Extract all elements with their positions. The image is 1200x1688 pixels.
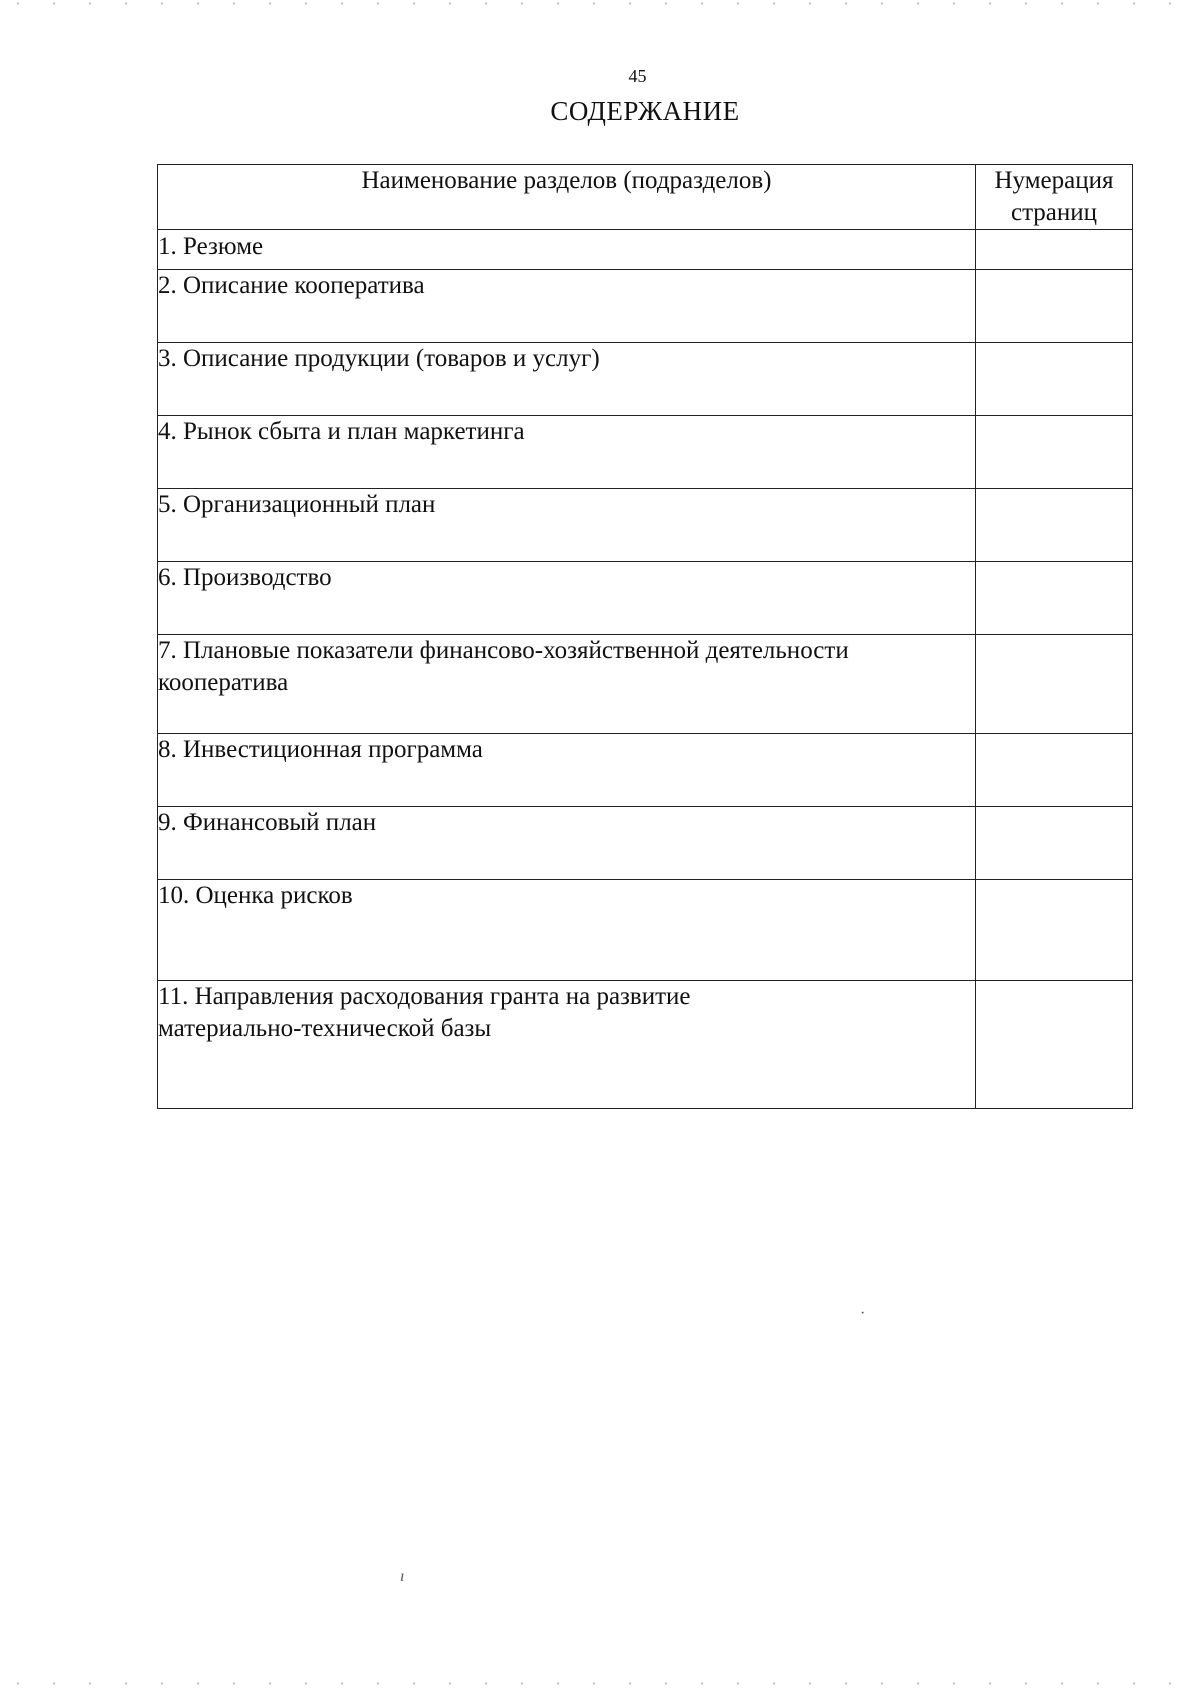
page-number-cell [976, 981, 1133, 1109]
section-name-cell: 4. Рынок сбыта и план маркетинга [158, 416, 976, 489]
section-name-cell: 1. Резюме [158, 230, 976, 270]
table-row [158, 635, 1133, 734]
page-number: 45 [628, 66, 647, 86]
section-name-cell: 6. Производство [158, 562, 976, 635]
table-row [158, 734, 1133, 807]
section-name-cell: 3. Описание продукции (товаров и услуг) [158, 343, 976, 416]
scan-speck: ı [400, 1568, 405, 1585]
table-row [158, 880, 1133, 981]
table-header-row [158, 165, 1133, 230]
page-number-cell [976, 416, 1133, 489]
page-title: СОДЕРЖАНИЕ [550, 96, 740, 126]
table-row [158, 343, 1133, 416]
section-name-cell: 7. Плановые показатели финансово-хозяйственной деятельности кооператива [158, 635, 976, 734]
table-row [158, 807, 1133, 880]
table-row [158, 270, 1133, 343]
table-row [158, 416, 1133, 489]
section-name-cell: 10. Оценка рисков [158, 880, 976, 981]
scan-speck: · [860, 1305, 866, 1322]
table-row [158, 981, 1133, 1109]
section-name-cell: 5. Организационный план [158, 489, 976, 562]
page-number-cell [976, 734, 1133, 807]
scan-edge-bottom [0, 1682, 1200, 1685]
page-number-cell [976, 562, 1133, 635]
contents-table [157, 164, 1133, 1109]
section-name-cell: 2. Описание кооператива [158, 270, 976, 343]
scan-edge-top [0, 2, 1200, 5]
page-number-cell [976, 230, 1133, 270]
section-name-cell: 9. Финансовый план [158, 807, 976, 880]
table-row [158, 230, 1133, 270]
page-number-cell [976, 270, 1133, 343]
table-row [158, 562, 1133, 635]
table-row [158, 489, 1133, 562]
header-page-numbers: Нумерация страниц [976, 165, 1133, 230]
page-number-cell [976, 807, 1133, 880]
header-section-name: Наименование разделов (подразделов) [158, 165, 976, 230]
section-name-cell: 11. Направления расходования гранта на развитие материально-технической базы [158, 981, 976, 1109]
page-number-cell [976, 489, 1133, 562]
section-name-cell: 8. Инвестиционная программа [158, 734, 976, 807]
page-number-cell [976, 343, 1133, 416]
page-number-cell [976, 635, 1133, 734]
page-number-cell [976, 880, 1133, 981]
